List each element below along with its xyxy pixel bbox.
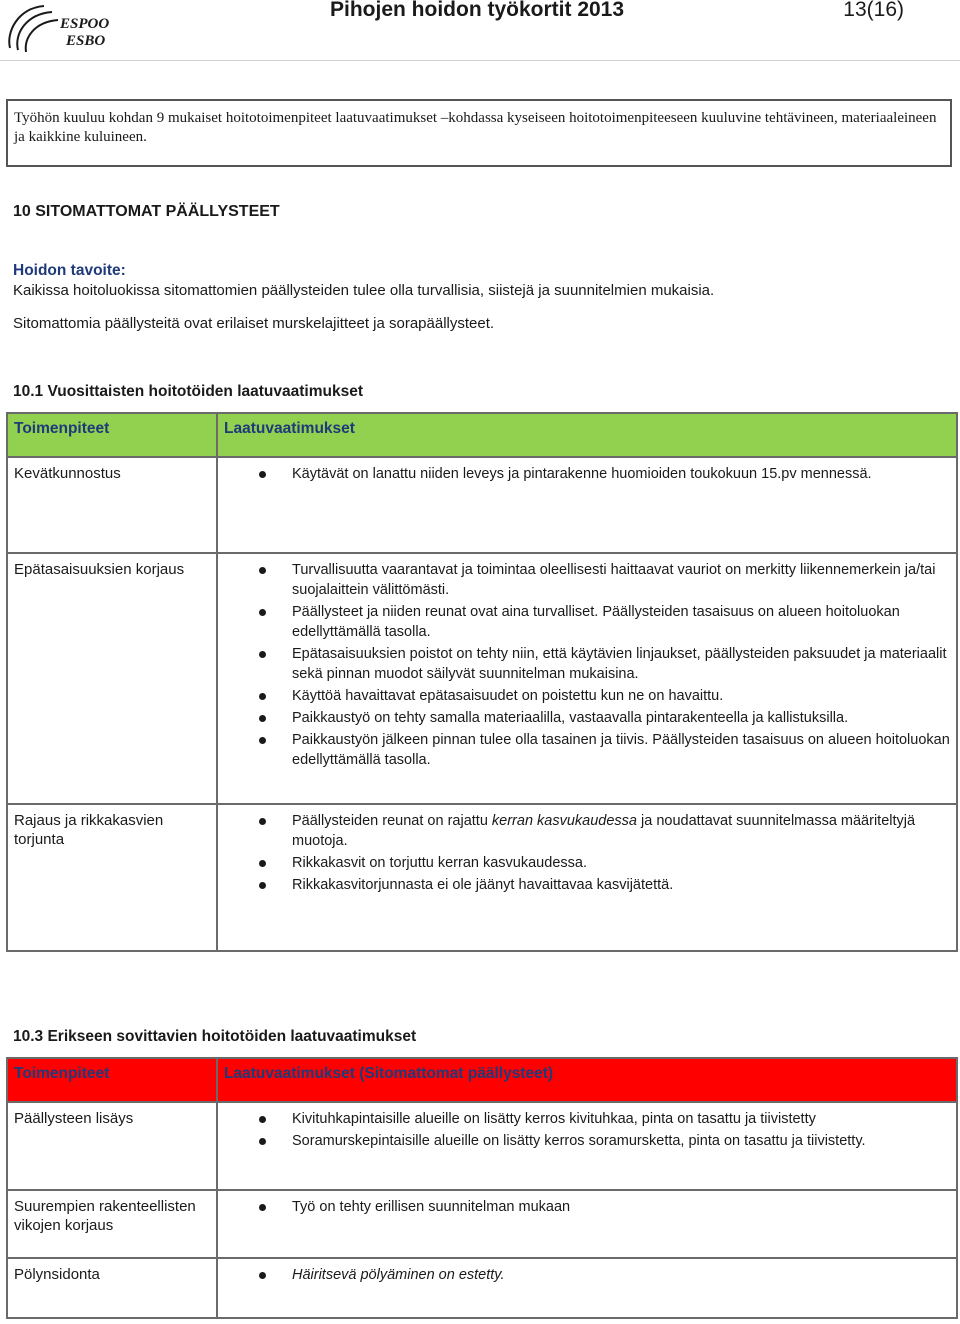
bullet-icon [259, 693, 266, 700]
bullet-icon [259, 609, 266, 616]
list-item: Paikkaustyön jälkeen pinnan tulee olla tasainen ja tiivis. Päällysteiden tasaisuus on alueen hoitoluokan edellyttämällä tasolla. [218, 730, 956, 770]
logo-text-esbo: ESBO [66, 33, 106, 49]
bullet-icon [259, 1116, 266, 1123]
list-item: Käyttöä havaittavat epätasaisuudet on poistettu kun ne on havaittu. [218, 686, 956, 706]
bullet-icon [259, 860, 266, 867]
table1-col-actions: Toimenpiteet [7, 413, 217, 457]
table-row [7, 1258, 957, 1318]
bullet-icon [259, 737, 266, 744]
table1-heading: 10.1 Vuosittaisten hoitotöiden laatuvaatimukset [13, 383, 363, 400]
goal-text-2: Sitomattomia päällysteitä ovat erilaiset murskelajitteet ja sorapäällysteet. [13, 315, 495, 332]
espoo-logo [4, 2, 124, 54]
table-row [7, 1102, 957, 1190]
list-item: Turvallisuutta vaarantavat ja toimintaa oleellisesti haittaavat vauriot on merkitty liikennemerkein ja/tai suojalaittein välittömästi. [218, 560, 956, 600]
requirements-list [218, 811, 956, 895]
list-item: Epätasaisuuksien poistot on tehty niin, että käytävien linjaukset, päällysteiden paksuudet ja materiaalit sekä pinnan muodot säilyvät suunnitelman mukaisina. [218, 644, 956, 684]
bullet-icon [259, 715, 266, 722]
row-name: Suurempien rakenteellisten vikojen korjaus [7, 1190, 217, 1258]
row-name: Rajaus ja rikkakasvien torjunta [7, 804, 217, 951]
bullet-icon [259, 1204, 266, 1211]
table-annual-maintenance [6, 412, 958, 952]
list-item: Käytävät on lanattu niiden leveys ja pintarakenne huomioiden toukokuun 15.pv mennessä. [218, 464, 956, 484]
page-number: 13(16) [843, 0, 904, 21]
bullet-icon [259, 1272, 266, 1279]
header-divider [0, 60, 960, 61]
list-item: Kivituhkapintaisille alueille on lisätty kerros kivituhkaa, pinta on tasattu ja tiivistetty [218, 1109, 956, 1129]
list-item: Paikkaustyö on tehty samalla materiaalilla, vastaavalla pintarakenteella ja kallistuksilla. [218, 708, 956, 728]
table1-header-row [7, 413, 957, 457]
table-separately-agreed [6, 1057, 958, 1319]
table2-heading: 10.3 Erikseen sovittavien hoitotöiden laatuvaatimukset [13, 1028, 417, 1045]
table-row [7, 1190, 957, 1258]
bullet-icon [259, 818, 266, 825]
goal-text: Kaikissa hoitoluokissa sitomattomien päällysteiden tulee olla turvallisia, siistejä ja suunnitelmien mukaisia. [13, 282, 715, 299]
document-title: Pihojen hoidon työkortit 2013 [330, 0, 625, 21]
requirements-list [218, 1109, 956, 1151]
requirements-list [218, 1197, 956, 1217]
section-title: 10 SITOMATTOMAT PÄÄLLYSTEET [13, 203, 280, 220]
list-item: Häiritsevä pölyäminen on estetty. [218, 1265, 956, 1285]
row-name: Epätasaisuuksien korjaus [7, 553, 217, 804]
list-item: Päällysteet ja niiden reunat ovat aina turvalliset. Päällysteiden tasaisuus on alueen hoitoluokan edellyttämällä tasolla. [218, 602, 956, 642]
table2-col-actions: Toimenpiteet [7, 1058, 217, 1102]
table-row [7, 804, 957, 951]
bullet-icon [259, 471, 266, 478]
bullet-icon [259, 651, 266, 658]
bullet-icon [259, 567, 266, 574]
logo-emblem-icon [4, 2, 60, 54]
bullet-icon [259, 1138, 266, 1145]
list-item: Soramurskepintaisille alueille on lisätty kerros soramursketta, pinta on tasattu ja tiivistetty. [218, 1131, 956, 1151]
list-item: Rikkakasvit on torjuttu kerran kasvukaudessa. [218, 853, 956, 873]
table-row [7, 553, 957, 804]
list-item: Työ on tehty erillisen suunnitelman mukaan [218, 1197, 956, 1217]
table2-header-row [7, 1058, 957, 1102]
list-item: Rikkakasvitorjunnasta ei ole jäänyt havaittavaa kasvijätettä. [218, 875, 956, 895]
row-name: Kevätkunnostus [7, 457, 217, 553]
logo-text-espoo: ESPOO [60, 16, 110, 32]
table2-col-requirements: Laatuvaatimukset (Sitomattomat päällysteet) [217, 1058, 957, 1102]
row-name: Päällysteen lisäys [7, 1102, 217, 1190]
row-name: Pölynsidonta [7, 1258, 217, 1318]
list-item: Päällysteiden reunat on rajattu kerran kasvukaudessa ja noudattavat suunnitelmassa määriteltyjä muotoja. [218, 811, 956, 851]
table1-col-requirements: Laatuvaatimukset [217, 413, 957, 457]
table-row [7, 457, 957, 553]
requirements-list [218, 1265, 956, 1285]
bullet-icon [259, 882, 266, 889]
goal-heading: Hoidon tavoite: [13, 262, 126, 279]
requirements-list [218, 560, 956, 770]
intro-box: Työhön kuuluu kohdan 9 mukaiset hoitotoimenpiteet laatuvaatimukset –kohdassa kyseiseen hoitotoimenpiteeseen kuuluvine tehtävineen, materiaaleineen ja kaikkine kuluineen. [6, 99, 952, 167]
requirements-list [218, 464, 956, 484]
